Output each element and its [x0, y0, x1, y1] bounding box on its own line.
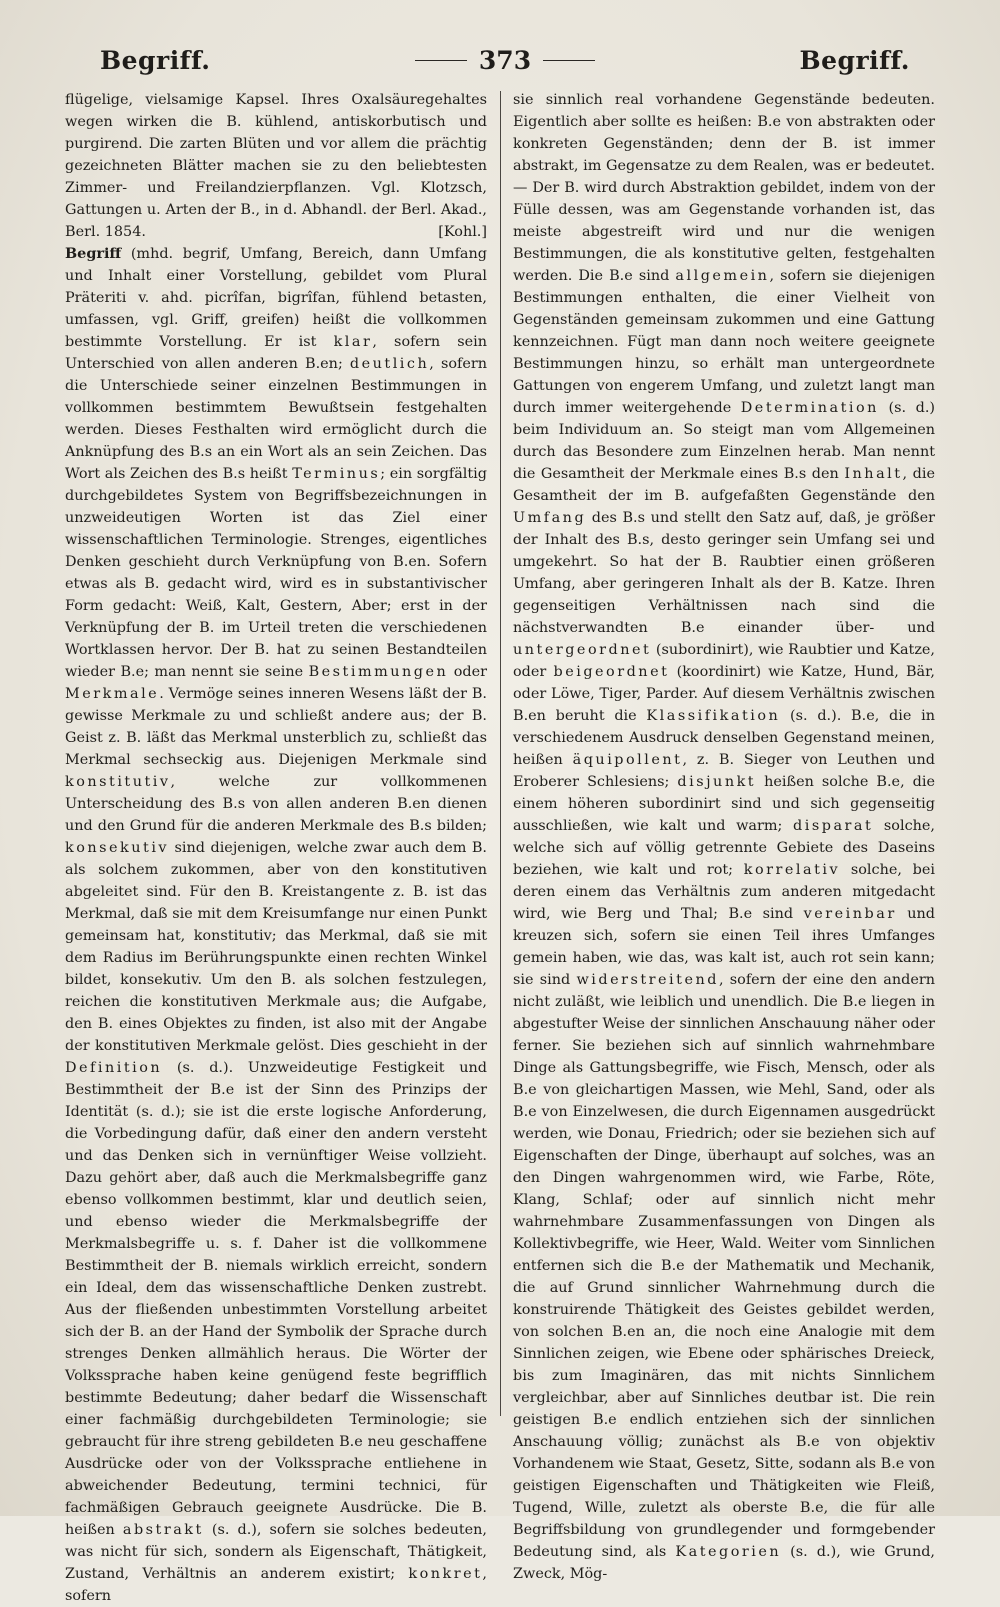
- term-klassifikation: Klassifikation: [646, 708, 781, 724]
- entry-continuation: [513, 89, 935, 1585]
- term-klar: klar: [333, 334, 373, 350]
- entry-text: (s. d.), sofern sie solches bedeuten, was nicht für sich, sondern als Eigenschaft, Thätigkeit, Zustand, Verhältnis an anderem existirt;: [65, 1522, 487, 1582]
- header-left-word: Begriff.: [100, 45, 211, 75]
- entry-text: (s. d.) beim Individuum an. So steigt man vom Allgemeinen durch das Besondere zum Einzelnen herab. Man nennt die Gesamtheit der Merkmale eines B.s den: [513, 400, 936, 482]
- term-allgemein: allgemein: [675, 268, 770, 284]
- entry-text: oder: [448, 664, 487, 680]
- entry-text: . Vermöge seines inneren Wesens läßt der B. gewisse Merkmale zu und schließt andere aus; der B. Geist z. B. läßt das Merkmal unsterblich zu, schließt das Merkmal sechseckig aus. Diejenigen Merkmale sind: [65, 686, 487, 768]
- paragraph-text: flügelige, vielsamige Kapsel. Ihres Oxalsäuregehaltes wegen wirken die B. kühlend, antiskorbutisch und purgirend. Die zarten Blüten und vor allem die prächtig gezeichneten Blätter machen sie zu den beliebtesten Zimmer- und Freilandzierpflanzen. Vgl. Klotzsch, Gattungen u. Arten der B., in d. Abhandl. der Berl. Akad., Berl. 1854.: [65, 92, 487, 240]
- paragraph-continuation: [65, 89, 487, 243]
- term-korrelativ: korrelativ: [743, 862, 841, 878]
- term-vereinbar: vereinbar: [803, 906, 897, 922]
- term-deutlich: deutlich: [349, 356, 430, 372]
- entry-text: (s. d.), wie Grund, Zweck, Mög-: [513, 1544, 935, 1582]
- term-disparat: disparat: [793, 818, 874, 834]
- entry-text: , die Gesamtheit der im B. aufgefaßten Gegenstände den: [513, 466, 935, 504]
- term-terminus: Terminus: [292, 466, 381, 482]
- term-determination: Determination: [740, 400, 879, 416]
- entry-text: sind diejenigen, welche zwar auch dem B. als solchem zukommen, aber von den konstitutiven abgeleitet sind. Für den B. Kreistangente z. B. ist das Merkmal, daß sie mit dem Kreisumfange nur einen Punkt gemeinsam hat, konstitutiv; das Merkmal, daß sie mit dem Radius im Berührungspunkte einen rechten Winkel bildet, konsekutiv. Um den B. als solchen festzulegen, reichen die konstitutiven Merkmale aus; die Aufgabe, den B. eines Objektes zu finden, ist also mit der Angabe der konstitutiven Merkmale gelöst. Dies geschieht in der: [65, 840, 487, 1054]
- entry-text: sie sinnlich real vorhandene Gegenstände bedeuten. Eigentlich aber sollte es heißen: B.e von abstrakten oder konkreten Gegenständen; denn der B. ist immer abstrakt, im Gegensatze zu dem Realen, was er bedeutet. — Der B. wird durch Abstraktion gebildet, indem von der Fülle dessen, was am Gegenstande vorhanden ist, das meiste abgestreift wird und nur die wenigen Bestimmungen, die als konstitutive gelten, festgehalten werden. Die B.e sind: [513, 92, 935, 284]
- term-konkret: konkret: [408, 1566, 483, 1582]
- entry-text: und kreuzen sich, sofern sie einen Teil ihres Umfanges gemein haben, wie das, was kalt ist, auch rot sein kann; sie sind: [513, 906, 935, 988]
- entry-text: heißen solche B.e, die einem höheren subordinirt sind und sich gegenseitig ausschließen, wie kalt und warm;: [513, 774, 935, 834]
- term-inhalt: Inhalt: [844, 466, 903, 482]
- entry-text: solche, welche sich auf völlig getrennte Gebiete des Daseins beziehen, wie kalt und rot;: [513, 818, 935, 878]
- entry-text: , sofern die Unterschiede seiner einzelnen Bestimmungen in vollkommen bestimmtem Bewußtsein festgehalten werden. Dieses Festhalten wird ermöglicht durch die Anknüpfung des B.s an ein Wort als an sein Zeichen. Das Wort als Zeichen des B.s heißt: [65, 356, 487, 482]
- entry-text: , sofern sie diejenigen Bestimmungen enthalten, die einer Vielheit von Gegenständen gemeinsam zukommen und eine Gattung kennzeichnen. Fügt man dann noch weitere geeignete Bestimmungen hinzu, so erhält man untergeordnete Gattungen von engerem Umfang, und zuletzt langt man durch immer weitergehende: [513, 268, 935, 416]
- term-konstitutiv: konstitutiv: [65, 774, 171, 790]
- entry-text: , sofern sein Unterschied von allen anderen B.en;: [65, 334, 487, 372]
- right-column: [513, 89, 936, 1582]
- text-columns: [65, 89, 936, 1604]
- entry-text: , welche zur vollkommenen Unterscheidung des B.s von allen anderen B.en dienen und den Grund für die anderen Merkmale des B.s bilden;: [65, 774, 487, 834]
- entry-text: , sofern der eine den andern nicht zuläßt, wie leiblich und unendlich. Die B.e liegen in abgestufter Weise der sinnlichen Anschauung näher oder ferner. Sie beziehen sich auf sinnlich wahrnehmbare Dinge als Gattungsbegriffe, wie Fisch, Mensch, oder als B.e von gleichartigen Massen, wie Mehl, Sand, oder als B.e von Einzelwesen, die durch Eigennamen ausgedrückt werden, wie Donau, Friedrich; oder sie beziehen sich auf Eigenschaften der Dinge, überhaupt auf solches, was an den Dingen wahrgenommen wird, wie Farbe, Röte, Klang, Schlaf; oder auf sinnlich nicht mehr wahrnehmbare Zusammenfassungen von Dingen als Kollektivbegriffe, wie Heer, Wald. Weiter vom Sinnlichen entfernen sich die B.e der Mathematik und Mechanik, die auf Grund sinnlicher Wahrnehmung durch die konstruirende Thätigkeit des Geistes gebildet werden, von solchen B.en an, die noch eine Analogie mit dem Sinnlichen zeigen, wie Ebene oder sphärisches Dreieck, bis zum Imaginären, das mit nichts Sinnlichem vergleichbar, aber auf Sinnliches deutbar ist. Die rein geistigen B.e endlich entziehen sich der sinnlichen Anschauung völlig; zunächst als B.e von objektiv Vorhandenem wie Staat, Gesetz, Sitte, sodann als B.e von geistigen Eigenschaften und Thätigkeiten wie Fleiß, Tugend, Wille, zuletzt als oberste B.e, die für alle Begriffsbildung von grundlegender und formgebender Bedeutung sind, als: [513, 972, 936, 1560]
- term-aequipollent: äquipollent: [572, 752, 683, 768]
- header-right-word: Begriff.: [799, 45, 910, 75]
- header-rule-left: [415, 60, 467, 61]
- term-disjunkt: disjunkt: [677, 774, 757, 790]
- header-rule-right: [543, 60, 595, 61]
- term-merkmale: Merkmale: [65, 686, 160, 702]
- left-column: [65, 89, 487, 1604]
- page-number: 373: [478, 45, 532, 75]
- term-untergeordnet: untergeordnet: [513, 642, 652, 658]
- entry-text: (subordinirt), wie Raubtier und Katze, oder: [513, 642, 935, 680]
- entry-text: (s. d.). Unzweideutige Festigkeit und Bestimmtheit der B.e ist der Sinn des Prinzips der Identität (s. d.); sie ist die erste logische Anforderung, die Vorbedingung dafür, daß einer den andern versteht und das Denken sich in vernünftiger Weise vollzieht. Dazu gehört aber, daß auch die Merkmalsbegriffe ganz ebenso vollkommen bestimmt, klar und deutlich seien, und ebenso wieder die Merkmalsbegriffe der Merkmalsbegriffe u. s. f. Daher ist die vollkommene Bestimmtheit der B. niemals wirklich erreicht, sondern ein Ideal, dem das wissenschaftliche Denken zustrebt. Aus der fließenden unbestimmten Vorstellung arbeitet sich der B. an der Hand der Symbolik der Sprache durch strenges Denken allmählich heraus. Die Wörter der Volkssprache haben keine genügend feste begrifflich bestimmte Bedeutung; daher bedarf die Wissenschaft einer fachmäßig durchgebildeten Terminologie; sie gebraucht für ihre streng gebildeten B.e neu geschaffene Ausdrücke oder von der Volkssprache entliehene in abweichender Bedeutung, termini technici, für fachmäßigen Gebrauch geeignete Ausdrücke. Die B. heißen: [65, 1060, 487, 1538]
- term-umfang: Umfang: [513, 510, 587, 526]
- entry-text: ; ein sorgfältig durchgebildetes System von Begriffsbezeichnungen in unzweideutigen Worten ist das Ziel einer wissenschaftlichen Terminologie. Strenges, eigentliches Denken geschieht durch Verknüpfung von B.en. Sofern etwas als B. gedacht wird, wird es in substantivischer Form gedacht: Weiß, Kalt, Gestern, Aber; erst in der Verknüpfung der B. im Urteil treten die verschiedenen Wortklassen hervor. Der B. hat zu seinen Bestandteilen wieder B.e; man nennt sie seine: [65, 466, 487, 680]
- term-konsekutiv: konsekutiv: [65, 840, 170, 856]
- entry-begriff: [65, 243, 487, 1607]
- term-bestimmungen: Bestimmungen: [308, 664, 449, 680]
- term-definition: Definition: [65, 1060, 163, 1076]
- entry-text: des B.s und stellt den Satz auf, daß, je größer der Inhalt des B.s, desto geringer sein Umfang sei und umgekehrt. So hat der B. Raubtier einen größeren Umfang, aber geringeren Inhalt als der B. Katze. Ihren gegenseitigen Verhältnissen nach sind die nächstverwandten B.e einander über- und: [513, 510, 935, 636]
- column-divider: [500, 91, 501, 1416]
- term-beigeordnet: beigeordnet: [553, 664, 670, 680]
- author-signature: [Kohl.]: [438, 224, 487, 240]
- running-header: [100, 40, 910, 80]
- entry-headword: Begriff: [65, 245, 122, 262]
- entry-text: solche, bei deren einem das Verhältnis zum anderen mitgedacht wird, wie Berg und Thal; B.e sind: [513, 862, 935, 922]
- term-widerstreitend: widerstreitend: [576, 972, 719, 988]
- entry-text: (mhd. begrif, Umfang, Bereich, dann Umfang und Inhalt einer Vorstellung, gebildet vom Plural Präteriti v. ahd. picrîfan, bigrîfan, fühlend betasten, umfassen, vgl. Griff, greifen) heißt die vollkommen bestimmte Vorstellung. Er ist: [65, 246, 487, 350]
- entry-text: , sofern: [65, 1566, 487, 1604]
- entry-text: , z. B. Sieger von Leuthen und Eroberer Schlesiens;: [513, 752, 935, 790]
- entry-text: (koordinirt) wie Katze, Hund, Bär, oder Löwe, Tiger, Parder. Auf diesem Verhältnis zwischen B.en beruht die: [513, 664, 935, 724]
- term-abstrakt: abstrakt: [122, 1522, 204, 1538]
- header-center: [415, 46, 595, 75]
- entry-text: (s. d.). B.e, die in verschiedenem Ausdruck denselben Gegenstand meinen, heißen: [513, 708, 935, 768]
- term-kategorien: Kategorien: [675, 1544, 782, 1560]
